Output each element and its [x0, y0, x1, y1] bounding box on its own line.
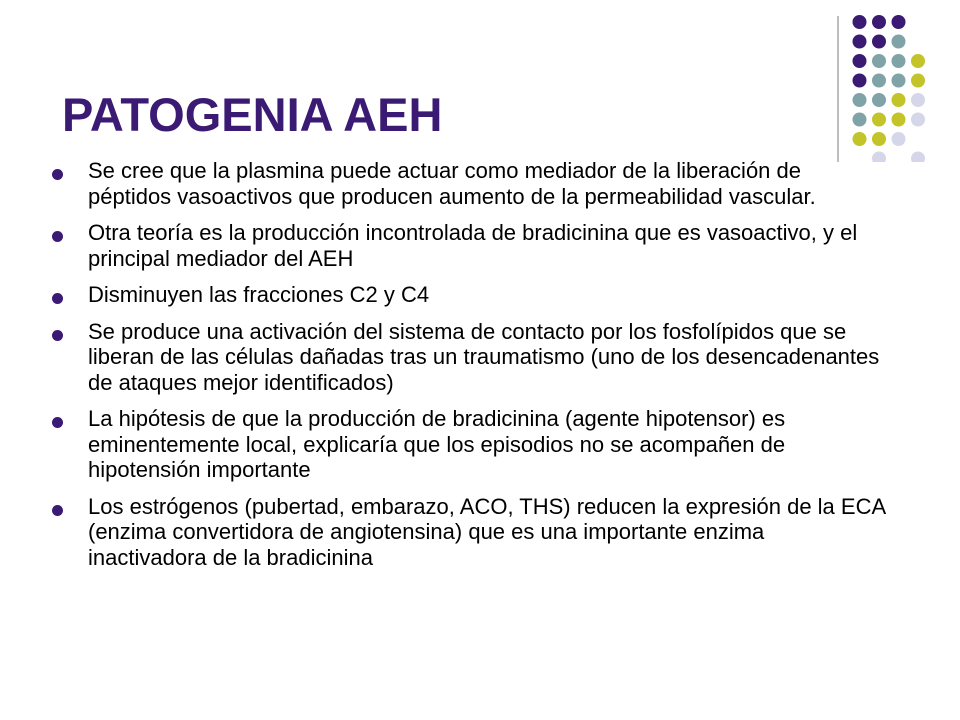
bullet-item — [48, 406, 888, 483]
bullet-icon — [52, 330, 63, 341]
decorative-dot — [853, 113, 867, 127]
decorative-dot — [853, 93, 867, 107]
decorative-dot — [853, 15, 867, 29]
decorative-dot — [911, 93, 925, 107]
bullet-item — [48, 220, 888, 271]
slide-title: PATOGENIA AEH — [62, 88, 443, 141]
decorative-dot — [872, 35, 886, 49]
decorative-dot — [892, 15, 906, 29]
decorative-dot — [853, 35, 867, 49]
decorative-dot — [892, 132, 906, 146]
bullet-item — [48, 282, 888, 308]
bullet-text: La hipótesis de que la producción de bradicinina (agente hipotensor) es eminentemente local, explicaría que los episodios no se acompañen de hipotensión importante — [88, 406, 786, 482]
bullet-icon — [52, 505, 63, 516]
bullet-text: Disminuyen las fracciones C2 y C4 — [88, 282, 430, 307]
bullet-text: Otra teoría es la producción incontrolada de bradicinina que es vasoactivo, y el principal mediador del AEH — [88, 220, 858, 271]
bullet-text: Se cree que la plasmina puede actuar como mediador de la liberación de péptidos vasoactivos que producen aumento de la permeabilidad vascular. — [88, 158, 816, 209]
decorative-dot — [872, 15, 886, 29]
bullet-item — [48, 158, 888, 209]
bullet-icon — [52, 293, 63, 304]
decorative-dot — [872, 74, 886, 88]
decorative-dot — [853, 74, 867, 88]
bullet-icon — [52, 417, 63, 428]
decorative-dot — [872, 113, 886, 127]
bullet-text: Los estrógenos (pubertad, embarazo, ACO, THS) reducen la expresión de la ECA (enzima convertidora de angiotensina) que es una importante enzima inactivadora de la bradicinina — [88, 493, 885, 570]
decorative-dot — [911, 152, 925, 163]
bullet-item — [48, 319, 888, 396]
decorative-dot — [892, 54, 906, 68]
bullet-list — [48, 158, 888, 581]
decorative-dot-pattern — [836, 12, 956, 162]
decorative-dot — [853, 54, 867, 68]
bullet-icon — [52, 169, 63, 180]
decorative-dot — [911, 54, 925, 68]
decorative-dot — [892, 35, 906, 49]
decorative-dot — [853, 132, 867, 146]
decorative-dot — [911, 113, 925, 127]
decorative-dot — [872, 54, 886, 68]
decorative-dot — [872, 132, 886, 146]
decorative-dot — [872, 93, 886, 107]
bullet-item — [48, 494, 888, 571]
decorative-dot — [911, 74, 925, 88]
bullet-text: Se produce una activación del sistema de contacto por los fosfolípidos que se liberan de las células dañadas tras un traumatismo (uno de los desencadenantes de ataques mejor identificados) — [88, 318, 880, 395]
decorative-dot — [892, 113, 906, 127]
decorative-dot — [892, 74, 906, 88]
bullet-icon — [52, 231, 63, 242]
decorative-dot — [892, 93, 906, 107]
